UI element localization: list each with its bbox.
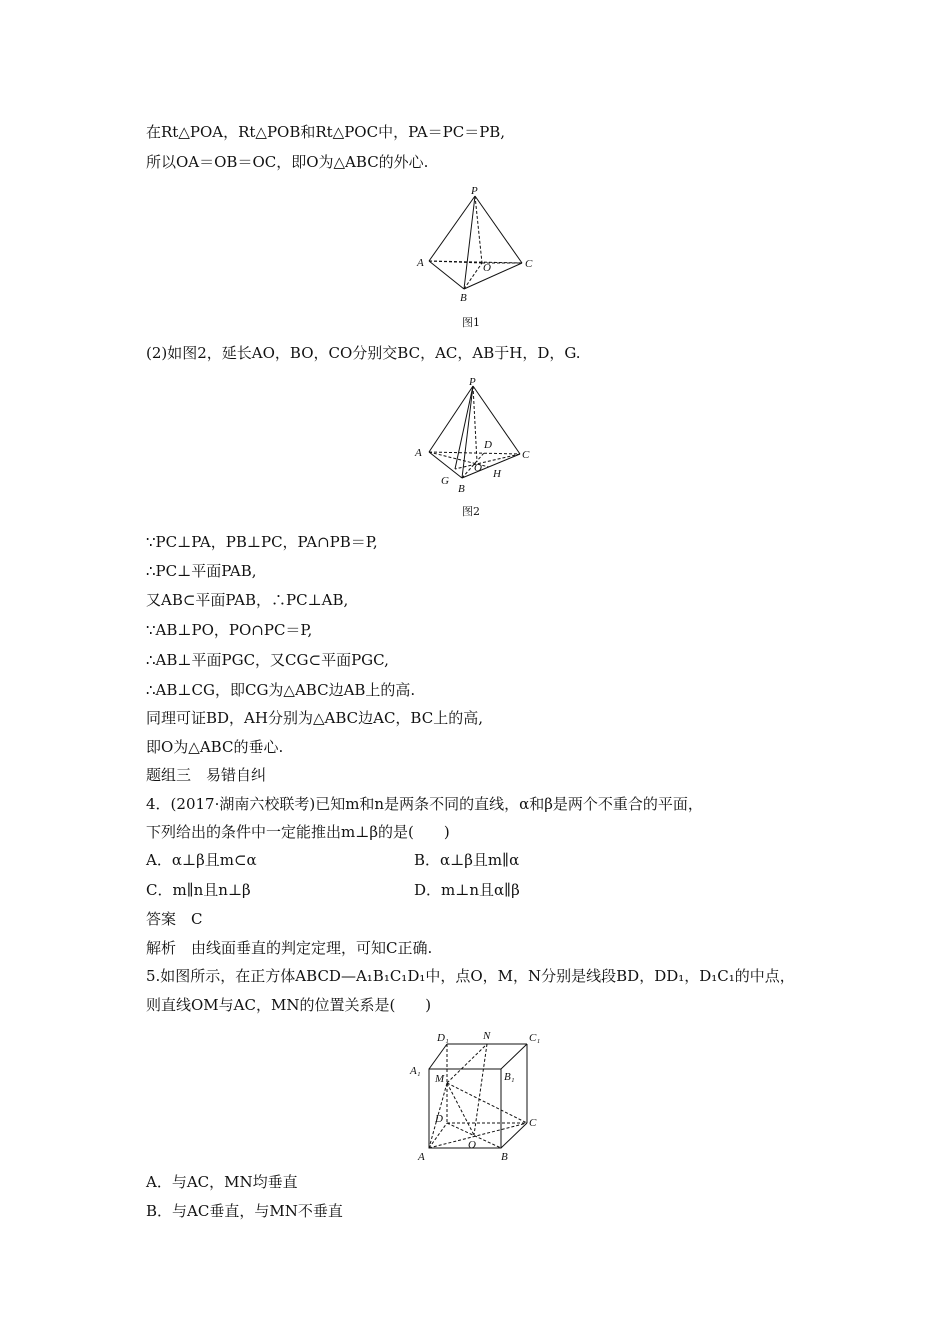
part2-intro: (2)如图2，延长AO，BO，CO分别交BC，AC，AB于H，D，G. xyxy=(146,344,581,362)
fig2-label-P: P xyxy=(469,376,476,388)
cube-figure xyxy=(404,1022,550,1166)
fig2-label-A: A xyxy=(415,447,422,459)
figure-2-tetrahedron xyxy=(405,374,545,496)
proof2-line-7: 同理可证BD，AH分别为△ABC边AC，BC上的高, xyxy=(146,709,483,727)
q4-option-d: D．m⊥n且α∥β xyxy=(414,881,520,899)
fig1-label-B: B xyxy=(460,292,467,304)
q4-stem-line-2: 下列给出的条件中一定能推出m⊥β的是( ) xyxy=(146,823,450,841)
fig2-label-G: G xyxy=(441,475,449,487)
fig1-label-P: P xyxy=(471,185,478,197)
proof2-line-8: 即O为△ABC的垂心. xyxy=(146,738,284,756)
proof2-line-3: 又AB⊂平面PAB，∴PC⊥AB, xyxy=(146,591,349,609)
q5-option-b: B．与AC垂直，与MN不垂直 xyxy=(146,1202,343,1220)
q4-option-c: C．m∥n且n⊥β xyxy=(146,881,251,899)
cube-label-B: B xyxy=(501,1151,508,1163)
fig2-label-B: B xyxy=(458,483,465,495)
cube-label-B1: B₁ xyxy=(504,1071,515,1083)
fig2-label-D: D xyxy=(484,439,492,451)
fig1-label-O: O xyxy=(483,262,491,274)
cube-label-O: O xyxy=(468,1139,476,1151)
cube-label-N: N xyxy=(483,1030,491,1042)
q5-stem-line-1: 5.如图所示，在正方体ABCD—A₁B₁C₁D₁中，点O，M，N分别是线段BD，DD₁，D₁C₁的中点， xyxy=(146,967,795,985)
fig2-label-C: C xyxy=(522,449,530,461)
q4-answer: 答案 C xyxy=(146,910,203,928)
q4-analysis: 解析 由线面垂直的判定定理，可知C正确. xyxy=(146,939,433,957)
cube-label-A1: A₁ xyxy=(410,1065,421,1077)
figure-1-tetrahedron xyxy=(405,182,545,307)
cube-label-C1: C₁ xyxy=(529,1032,541,1044)
q5-option-a: A．与AC，MN均垂直 xyxy=(146,1173,298,1191)
fig2-label-H: H xyxy=(493,468,501,480)
proof2-line-6: ∴AB⊥CG，即CG为△ABC边AB上的高. xyxy=(146,681,416,699)
fig2-label-O: O xyxy=(474,462,482,474)
figure-2-caption: 图2 xyxy=(462,505,480,518)
section-title: 题组三 易错自纠 xyxy=(146,766,267,784)
figure-1-caption: 图1 xyxy=(462,316,480,329)
cube-label-A: A xyxy=(418,1151,425,1163)
cube-label-D1: D₁ xyxy=(437,1032,449,1044)
proof2-line-4: ∵AB⊥PO，PO∩PC＝P, xyxy=(146,621,313,639)
cube-label-D: D xyxy=(435,1113,443,1125)
q4-option-b: B．α⊥β且m∥α xyxy=(414,851,520,869)
proof-line-2: 所以OA＝OB＝OC，即O为△ABC的外心. xyxy=(146,153,429,171)
proof-line-1: 在Rt△POA，Rt△POB和Rt△POC中，PA＝PC＝PB, xyxy=(146,123,506,141)
cube-label-C: C xyxy=(529,1117,537,1129)
cube-label-M: M xyxy=(435,1073,445,1085)
q5-stem-line-2: 则直线OM与AC，MN的位置关系是( ) xyxy=(146,996,432,1014)
proof2-line-1: ∵PC⊥PA，PB⊥PC，PA∩PB＝P, xyxy=(146,533,378,551)
proof2-line-5: ∴AB⊥平面PGC，又CG⊂平面PGC, xyxy=(146,651,389,669)
q4-option-a: A．α⊥β且m⊂α xyxy=(146,851,257,869)
fig1-label-C: C xyxy=(525,258,533,270)
q4-stem-line-1: 4．(2017·湖南六校联考)已知m和n是两条不同的直线，α和β是两个不重合的平面， xyxy=(146,795,703,813)
proof2-line-2: ∴PC⊥平面PAB, xyxy=(146,562,257,580)
fig1-label-A: A xyxy=(417,257,424,269)
